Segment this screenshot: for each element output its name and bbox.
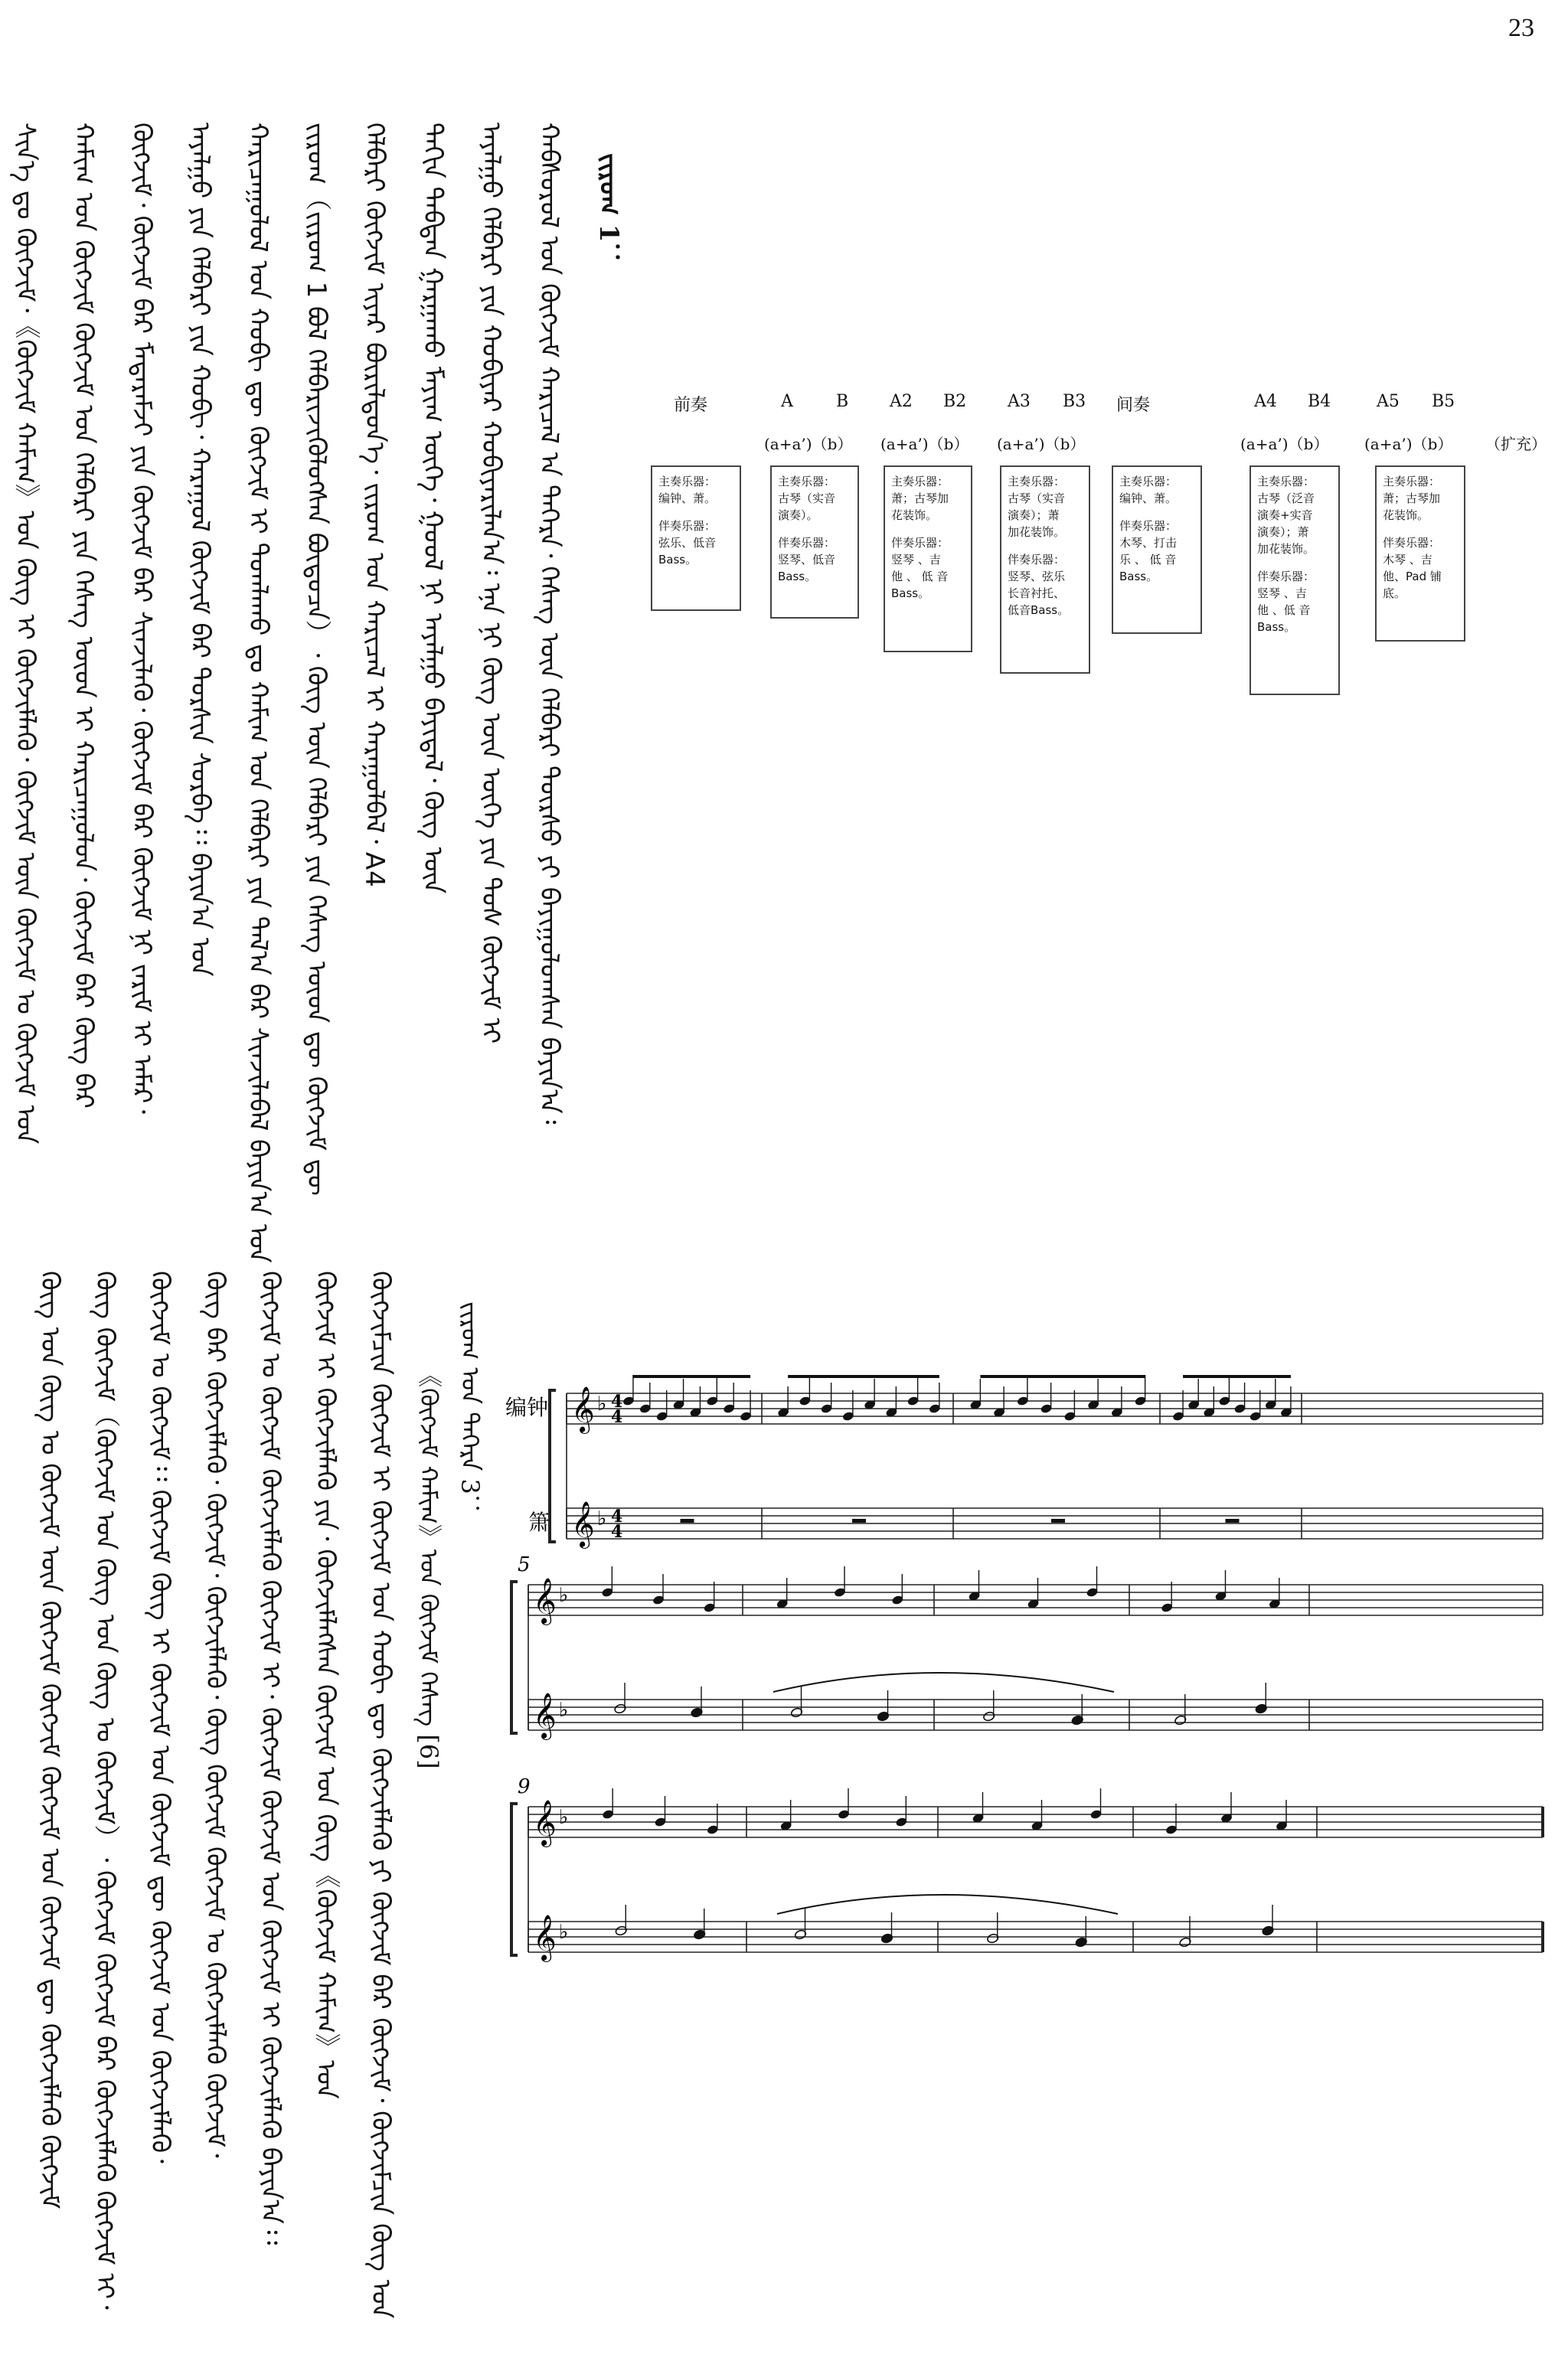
- box-line: 他 、低 音: [1257, 603, 1311, 617]
- section-label: A: [781, 392, 793, 411]
- text-column: ᠬᠦᠭᠵᠢᠮ᠂ ᠬᠦᠭᠵᠢᠮ ᠪᠠᠷ ᠮᠡᠳᠡᠷᠡᠮᠵᠢ ᠶᠢᠨ ᠬᠦᠭᠵᠢᠮ ᠪᠠᠷ ᠰᠢᠨᠵᠢᠯᠡᠬᠦ᠂ ᠬᠦᠭᠵᠢᠮ ᠪᠠᠷ ᠬᠦᠭᠵᠢᠮ ᠨᠢ ᠵᠠᠷᠢᠮ ᠢ ᠠᠮᠠᠷ᠂: [126, 122, 157, 1114]
- box-line: [1257, 557, 1332, 568]
- extension-label: （扩充）: [1485, 435, 1547, 453]
- box-line: 演奏+实音: [1257, 508, 1313, 522]
- treble-clef-icon: 𝄞: [533, 1578, 557, 1624]
- text-column: ᠬᠠᠷᠢᠴᠠᠭᠤᠯᠤᠯ ᠤᠨ ᠬᠤᠪᠢ ᠳᠦ ᠬᠦᠭᠵᠢᠮ ᠢ ᠲᠤᠭᠯᠠᠬᠤ ᠳᠤ ᠬᠠᠮᠢᠭ ᠤᠨ ᠬᠡᠯᠪᠡᠷᠢ ᠶᠢᠨ ᠲᠠᠯ᠎ᠠ ᠪᠠᠷ ᠰᠢᠨᠵᠢᠯᠡᠪᠡᠯ ᠪᠠᠶᠢᠨ᠎ᠠ ᠤᠨ: [243, 122, 273, 1263]
- section-label: B: [836, 392, 849, 411]
- box-line: [1383, 524, 1458, 534]
- text-column: ᠬᠦᠭᠵᠢᠮᠴᠢᠨ ᠬᠦᠭᠵᠢᠮ ᠢ ᠬᠦᠭᠵᠢᠮ ᠤᠨ ᠬᠤᠪᠢ ᠳᠦ ᠬᠦᠭᠵᠢᠮᠯᠡᠬᠦ ᠶᠢ ᠬᠦᠭᠵᠢᠮ ᠪᠠᠷ ᠬᠦᠭᠵᠢᠮ᠂ ᠬᠦᠭᠵᠢᠮᠴᠢᠨ ᠬᠦᠭ ᠤᠨ: [365, 1271, 396, 2319]
- box-line: 花装饰。: [891, 508, 938, 522]
- instrumentation-box: [651, 465, 741, 611]
- box-line: 主奏乐器：: [778, 475, 836, 488]
- box-line: Bass。: [778, 570, 817, 583]
- instrumentation-box: [770, 465, 859, 619]
- text-column: ᠠᠶᠠᠯᠭᠤ ᠶᠢᠨ ᠬᠡᠯᠪᠡᠷᠢ ᠶᠢᠨ ᠬᠤᠪᠢ᠂ ᠬᠠᠷᠠᠭᠤᠯ ᠬᠦᠭᠵᠢᠮ ᠪᠡᠷ ᠲᠤᠷᠰᠢᠨ ᠰᠤᠷᠪᠠ᠄᠄ ᠪᠠᠶᠢᠨ᠎ᠠ ᠤᠨ: [185, 122, 215, 977]
- flat-key-signature: ♭: [559, 1699, 569, 1722]
- text-column: ᠬᠦᠭ ᠪᠠᠷ ᠬᠦᠭᠵᠢᠮᠯᠡᠬᠦ᠂ ᠬᠦᠭᠵᠢᠮ᠂ ᠬᠦᠭᠵᠢᠮᠯᠡᠬᠦ᠂ ᠬᠦᠭ ᠬᠦᠭᠵᠢᠮ ᠬᠦᠭᠵᠢᠮ ᠤ ᠬᠦᠭᠵᠢᠮᠯᠡᠬᠦ ᠬᠦᠭᠵᠢᠮ᠂: [200, 1271, 230, 2158]
- box-line: 主奏乐器：: [658, 475, 717, 488]
- box-line: 竖琴 、吉: [1257, 586, 1307, 600]
- time-signature: 4: [611, 1522, 623, 1542]
- box-line: Bass。: [1119, 570, 1158, 583]
- section-label: A5: [1377, 392, 1400, 411]
- section-label: B2: [943, 392, 967, 411]
- text-column: ᠬᠦᠭᠵᠢᠮ ᠤ ᠬᠦᠭᠵᠢᠮ᠄᠄ ᠬᠦᠭᠵᠢᠮ ᠬᠦᠭ ᠢ ᠬᠦᠭᠵᠢᠮ ᠤᠨ ᠬᠦᠭᠵᠢᠮ ᠳᠦ ᠬᠦᠭᠵᠢᠮ ᠤᠨ ᠬᠦᠭᠵᠢᠮᠯᠡᠬᠦ᠂: [145, 1271, 175, 2163]
- flat-key-signature: ♭: [597, 1393, 607, 1416]
- box-line: Bass。: [1257, 620, 1296, 634]
- box-line: 古琴（实音: [1008, 491, 1066, 505]
- whole-rest: [852, 1519, 866, 1523]
- box-line: Bass。: [658, 553, 697, 567]
- figure-caption-3: ᠵᠢᠷᠤᠭ ᠤᠨ ᠳᠡᠭᠡᠷᠡ 3：: [456, 1301, 485, 1519]
- box-line: 萧；古琴加: [1383, 491, 1441, 505]
- figure-caption-3b: 《ᠬᠦᠭᠵᠢᠮ ᠬᠠᠮᠢᠭ》ᠤᠨ ᠬᠦᠭᠵᠢᠮ ᠬᠡᠰᠡᠭ [6]: [414, 1363, 443, 1769]
- box-line: 演奏）。: [778, 508, 818, 522]
- time-signature: 4: [611, 1392, 623, 1412]
- score-svg: [505, 1370, 1554, 2167]
- section-label: A3: [1008, 392, 1031, 411]
- box-line: 低音Bass。: [1008, 603, 1070, 617]
- box-line: 他、Pad 铺: [1383, 570, 1442, 583]
- section-label: B5: [1432, 392, 1455, 411]
- box-line: 竖琴 、吉: [891, 553, 941, 567]
- text-column: ᠳᠠᠬᠢᠨ ᠳᠠᠪᠲᠠᠨ ᠭᠠᠷᠭᠠᠬᠤ ᠮᠠᠶᠢᠭ ᠦᠭᠡ᠂ ᠭᠤᠤᠯ ᠨᠢ ᠠᠶᠠᠯᠭᠤ ᠪᠠᠶᠢᠳᠠᠯ᠂ ᠬᠦᠭ ᠦᠨ: [417, 122, 448, 894]
- box-line: 主奏乐器：: [1119, 475, 1178, 488]
- box-line: 编钟、萧。: [1119, 491, 1178, 505]
- text-column: ᠠᠶᠠᠯᠭᠤ ᠬᠡᠯᠪᠡᠷᠢ ᠶᠢᠨ ᠬᠤᠪᠢᠶᠠᠷ ᠬᠤᠪᠢᠶᠠᠷᠢᠯᠠᠨ᠎ᠠ᠄ ᠡᠨᠡ ᠨᠢ ᠬᠦᠭ ᠦᠨ ᠦᠭᠡ ᠶᠢᠨ ᠲᠤᠰ ᠬᠦᠭᠵᠢᠮ ᠢ: [475, 122, 506, 1044]
- form-diagram: [643, 383, 1547, 704]
- section-label: A2: [890, 392, 913, 411]
- slur: [773, 1673, 1114, 1692]
- slur: [777, 1895, 1118, 1914]
- box-line: 弦乐、低音: [658, 536, 717, 550]
- section-structure: (a+a’)（b）: [997, 435, 1086, 453]
- box-line: 伴奏乐器：: [1119, 519, 1178, 533]
- text-column: ᠬᠦᠭᠵᠢᠮ ᠤ ᠬᠦᠭᠵᠢᠮ ᠬᠦᠭᠵᠢᠮᠯᠡᠬᠦ ᠬᠦᠭᠵᠢᠮ ᠢ᠂ ᠬᠦᠭᠵᠢᠮ ᠬᠦᠭᠵᠢᠮ ᠤᠨ ᠬᠦᠭᠵᠢᠮ ᠢ ᠬᠦᠭᠵᠢᠮᠯᠡᠬᠦ ᠪᠠᠶᠢᠨ᠎ᠠ᠄᠄: [255, 1271, 286, 2245]
- box-line: [1008, 540, 1083, 551]
- box-line: 竖琴、低音: [778, 553, 836, 567]
- section-structure: (a+a’)（b）: [1364, 435, 1453, 453]
- flat-key-signature: ♭: [559, 1806, 569, 1829]
- box-line: [778, 524, 851, 534]
- box-line: 演奏）；萧: [1257, 525, 1309, 539]
- box-line: [658, 507, 733, 518]
- whole-rest: [681, 1519, 694, 1523]
- box-line: 伴奏乐器：: [1008, 553, 1066, 567]
- instrumentation-box: [1112, 465, 1202, 634]
- flat-key-signature: ♭: [597, 1507, 607, 1530]
- text-column: ᠬᠦᠭ ᠤᠨ ᠬᠦᠭ ᠤ ᠬᠦᠭᠵᠢᠮ ᠦᠨ ᠬᠦᠭᠵᠢᠮ ᠬᠦᠭᠵᠢᠮ ᠬᠦᠭᠵᠢᠮ ᠤᠨ ᠬᠦᠭᠵᠢᠮ ᠳᠦ ᠬᠦᠭᠵᠢᠮᠯᠡᠬᠦ ᠬᠦᠭᠵᠢᠮ: [34, 1271, 65, 2209]
- flat-key-signature: ♭: [559, 1584, 569, 1607]
- instrumentation-box: [1375, 465, 1465, 642]
- flat-key-signature: ♭: [559, 1921, 569, 1944]
- box-line: 花装饰。: [1383, 508, 1429, 522]
- box-line: 主奏乐器：: [1008, 475, 1066, 488]
- box-line: 木琴 、吉: [1383, 553, 1432, 567]
- instrumentation-box: [1000, 465, 1090, 674]
- text-column: ᠬᠦᠭᠵᠢᠮ ᠢ ᠬᠦᠭᠵᠢᠮᠯᠡᠬᠦ ᠶᠢᠨ᠂ ᠬᠦᠭᠵᠢᠮᠯᠡᠭᠰᠡᠨ ᠬᠦᠭᠵᠢᠮ ᠤᠨ ᠬᠦᠭ《ᠬᠦᠭᠵᠢᠮ ᠬᠠᠮᠢᠭ》ᠤᠨ: [310, 1271, 341, 2099]
- whole-rest: [1051, 1519, 1065, 1523]
- box-line: 他 、 低 音: [891, 570, 949, 583]
- text-column: ᠵᠢᠷᠤᠭ（ᠵᠢᠷᠤᠭ 1 ᠪᠤᠯ ᠬᠡᠯᠪᠡᠷᠢᠵᠢᠭᠦᠯᠦᠭᠰᠡᠨ ᠪᠦᠲᠦᠴᠡ）᠂ ᠬᠦᠭ ᠦᠨ ᠬᠡᠯᠪᠡᠷᠢ ᠶᠢᠨ ᠬᠡᠰᠡᠭ ᠦᠳ ᠳᠦ ᠬᠦᠭᠵᠢᠮ ᠳᠦ: [301, 122, 332, 1196]
- box-line: 主奏乐器：: [1257, 475, 1315, 488]
- whole-rest: [1226, 1519, 1240, 1523]
- instrumentation-box: [1250, 465, 1340, 695]
- box-line: [891, 524, 965, 534]
- section-label: 前奏: [674, 396, 708, 415]
- section-label: A4: [1254, 392, 1277, 411]
- box-line: 长音衬托、: [1008, 586, 1066, 600]
- section-label: 间奏: [1116, 396, 1151, 415]
- section-label: B4: [1308, 392, 1331, 411]
- instrument-name: 箫: [528, 1510, 550, 1535]
- box-line: 古琴（实音: [778, 491, 836, 505]
- music-score: [505, 1370, 1554, 2167]
- treble-clef-icon: 𝄞: [533, 1693, 557, 1739]
- time-signature: 4: [611, 1407, 623, 1427]
- measure-number: 5: [518, 1553, 531, 1576]
- box-line: 底。: [1383, 586, 1406, 600]
- treble-clef-icon: 𝄞: [571, 1386, 595, 1432]
- text-column: ᠬᠠᠪᠰᠤᠷᠤᠯ ᠤᠨ ᠬᠦᠭᠵᠢᠮ ᠬᠠᠷᠢᠴᠠᠯ ᠠ ᠳᠡᠭᠡᠷᠡ᠂ ᠬᠡᠰᠡᠭ ᠦᠨ ᠬᠡᠯᠪᠡᠷᠢ ᠳᠦᠷᠰᠦ ᠶᠢ ᠪᠠᠶᠢᠭᠤᠯᠤᠭᠰᠠᠨ ᠪᠠᠶᠢᠨ᠎ᠠ᠄: [534, 122, 564, 1125]
- section-structure: (a+a’)（b）: [764, 435, 853, 453]
- text-column: ᠬᠡᠯᠪᠡᠷᠢ ᠬᠦᠭᠵᠢᠮ ᠢᠶᠡᠷ ᠪᠦᠷᠢᠯᠳᠦᠨ᠎ᠡ᠂ ᠵᠢᠷᠤᠭ ᠤᠨ ᠬᠠᠷᠢᠴᠠᠯ ᠢ ᠬᠠᠷᠠᠭᠤᠯᠪᠠᠯ᠂ A4: [359, 122, 390, 888]
- time-signature: 4: [611, 1507, 623, 1527]
- treble-clef-icon: 𝄞: [533, 1800, 557, 1846]
- box-line: [1119, 507, 1194, 518]
- page-number: 23: [1508, 14, 1534, 42]
- box-line: Bass。: [891, 586, 930, 600]
- box-line: 萧；古琴加: [891, 491, 949, 505]
- box-line: 古琴（泛音: [1257, 491, 1315, 505]
- instrument-name: 编钟: [505, 1395, 549, 1420]
- text-column: ᠰᠢᠨ᠎ᠡ ᠳᠤ ᠬᠦᠭᠵᠢᠮ᠂《ᠬᠦᠭᠵᠢᠮ ᠬᠠᠮᠢᠭ》ᠤᠨ ᠬᠦᠭ ᠢ ᠬᠦᠭᠵᠢᠮᠯᠡᠬᠦ᠂ ᠬᠦᠭᠵᠢᠮ ᠦᠨ ᠬᠦᠭᠵᠢᠮ ᠤ ᠬᠦᠭᠵᠢᠮ ᠤᠨ: [10, 122, 41, 1145]
- section-structure: (a+a’)（b）: [1240, 435, 1329, 453]
- box-line: 伴奏乐器：: [1383, 536, 1441, 550]
- box-line: 主奏乐器：: [891, 475, 949, 488]
- box-line: 编钟、萧。: [658, 491, 717, 505]
- box-line: 木琴、打击: [1119, 536, 1178, 550]
- box-line: 演奏）；萧: [1008, 508, 1060, 522]
- box-line: 主奏乐器：: [1383, 475, 1441, 488]
- text-column: ᠬᠠᠮᠢᠭ ᠤᠨ ᠬᠦᠭᠵᠢᠮ ᠬᠦᠭᠵᠢᠮ ᠤᠨ ᠬᠡᠯᠪᠡᠷᠢ ᠶᠢᠨ ᠬᠡᠰᠡᠭ ᠦᠳ ᠢ ᠬᠠᠷᠢᠴᠠᠭᠤᠯᠤᠨ᠂ ᠬᠦᠭᠵᠢᠮ ᠪᠠᠷ ᠬᠦᠭ ᠪᠠᠷ: [68, 122, 99, 1109]
- box-line: 伴奏乐器：: [658, 519, 717, 533]
- system-bracket: [511, 1582, 518, 1733]
- section-structure: (a+a’)（b）: [880, 435, 969, 453]
- box-line: 伴奏乐器：: [1257, 570, 1315, 583]
- treble-clef-icon: 𝄞: [571, 1501, 595, 1547]
- box-line: 竖琴、弦乐: [1008, 570, 1066, 583]
- figure-caption-1: ᠵᠢᠷᠤᠭ 1：: [593, 153, 624, 269]
- system-bracket: [511, 1804, 518, 1955]
- instrumentation-box: [884, 465, 972, 652]
- measure-number: 9: [518, 1775, 531, 1798]
- box-line: 伴奏乐器：: [891, 536, 949, 550]
- treble-clef-icon: 𝄞: [533, 1915, 557, 1961]
- box-line: 伴奏乐器：: [778, 536, 836, 550]
- box-line: 乐 、 低 音: [1119, 553, 1177, 567]
- text-column: ᠬᠦᠭ ᠬᠦᠭᠵᠢᠮ（ᠬᠦᠭᠵᠢᠮ ᠤᠨ ᠬᠦᠭ ᠤᠨ ᠬᠦᠭ ᠤ ᠬᠦᠭᠵᠢᠮ）᠂ ᠬᠦᠭᠵᠢᠮ ᠬᠦᠭᠵᠢᠮ ᠪᠠᠷ ᠬᠦᠭᠵᠢᠮᠯᠡᠬᠦ ᠬᠦᠭᠵᠢᠮ ᠢ᠂: [90, 1271, 120, 2310]
- section-label: B3: [1063, 392, 1086, 411]
- box-line: 加花装饰。: [1257, 542, 1315, 556]
- box-line: 加花装饰。: [1008, 525, 1066, 539]
- system-bracket: [550, 1390, 556, 1542]
